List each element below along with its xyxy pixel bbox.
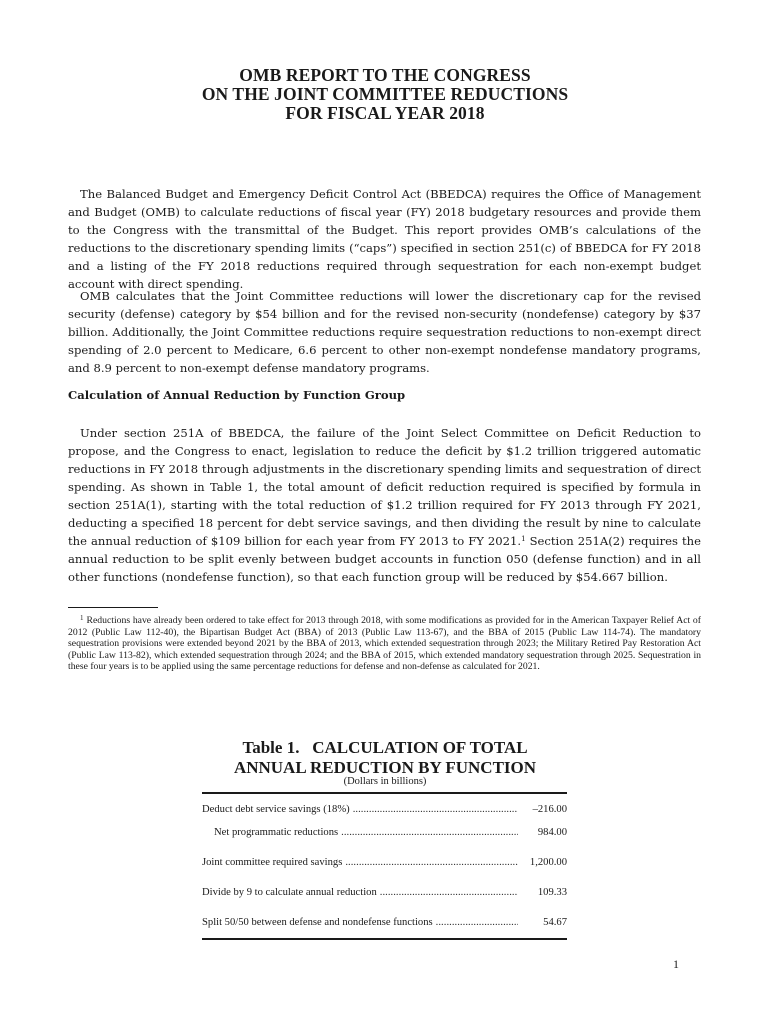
dot-leader [345,857,518,868]
table-row [202,857,567,872]
title-line-2: ON THE JOINT COMMITTEE REDUCTIONS [201,84,569,104]
row-label: Joint committee required savings [202,857,343,868]
row-label: Divide by 9 to calculate annual reduction [202,887,377,898]
calculation-text-b: Section 251A(2) requires the annual reduction to be split evenly between budget accounts in function 050 (defense function) and in all other functions (nondefense function), so that each function group will be reduced by $54.667 billion. [68,534,701,584]
section-heading: Calculation of Annual Reduction by Function Group [68,388,406,402]
row-value: 1,200.00 [529,857,567,868]
table-title-line-2: ANNUAL REDUCTION BY FUNCTION [233,757,537,777]
reduction-table [202,792,567,940]
calculation-paragraph [68,424,701,586]
dot-leader [341,827,518,838]
table-subtitle: (Dollars in billions) [343,776,427,787]
table-row [202,827,567,842]
dot-leader [436,917,518,928]
row-value: 109.33 [537,887,567,898]
intro-paragraph: The Balanced Budget and Emergency Deficit Control Act (BBEDCA) requires the Office of Management and Budget (OMB) to calculate reductions of fiscal year (FY) 2018 budgetary resources and provide them to the Congress with the transmittal of the Budget. This report provides OMB’s calculations of the reductions to the discretionary spending limits (“caps”) specified in section 251(c) of BBEDCA for FY 2018 and a listing of the FY 2018 reductions required through sequestration for each non-exempt budget account with direct spending. [68,187,701,291]
table-row [202,917,567,932]
footnote-divider [68,607,158,608]
table-row [202,887,567,902]
report-title [0,66,770,123]
row-value: 984.00 [537,827,567,838]
dot-leader [353,804,518,815]
table-title [0,738,770,777]
row-label: Net programmatic reductions [214,827,339,838]
row-label: Split 50/50 between defense and nondefense functions [202,917,433,928]
row-value: –216.00 [532,804,567,815]
table-bottom-rule [202,938,567,940]
table-title-line-1: Table 1. CALCULATION OF TOTAL [242,738,528,757]
footnote-mark: 1 [80,614,84,622]
footnote-reference: 1 [521,535,526,543]
calculation-text-a: Under section 251A of BBEDCA, the failure of the Joint Select Committee on Deficit Reduction to propose, and the Congress to enact, legislation to reduce the deficit by $1.2 trillion triggered automatic reductions in FY 2018 through adjustments in the discretionary spending limits and sequestration of direct spending. As shown in Table 1, the total amount of deficit reduction required is specified by formula in section 251A(1), starting with the total reduction of $1.2 trillion required for FY 2013 through FY 2021, deducting a specified 18 percent for debt service savings, and then dividing the result by nine to calculate the annual reduction of $109 billion for each year from FY 2013 to FY 2021. [68,426,701,548]
row-value: 54.67 [543,917,567,928]
footnote-text: Reductions have already been ordered to take effect for 2013 through 2018, with some modifications as provided for in the American Taxpayer Relief Act of 2012 (Public Law 112-40), the Bipartisan Budget Act (BBA) of 2013 (Public Law 113-67), and the BBA of 2015 (Public Law 114-74). The mandatory sequestration provisions were extended beyond 2021 by the BBA of 2013, which extended sequestration through 2023; the Military Retired Pay Restoration Act (Public Law 113-82), which extended sequestration through 2024; and the BBA of 2015, which extended mandatory sequestration through 2025. Sequestration in these four years is to be applied using the same percentage reductions for defense and non-defense as calculated for 2021. [68,615,701,673]
table-row [202,804,567,819]
row-label: Deduct debt service savings (18%) [202,804,350,815]
title-line-1: OMB REPORT TO THE CONGRESS [239,65,531,85]
title-line-3: FOR FISCAL YEAR 2018 [285,103,485,123]
dot-leader [380,887,518,898]
footnote [68,613,701,673]
page-number: 1 [673,957,679,971]
reductions-paragraph: OMB calculates that the Joint Committee reductions will lower the discretionary cap for the revised security (defense) category by $54 billion and for the revised non-security (nondefense) category by $37 billion. Additionally, the Joint Committee reductions require sequestration reductions to non-exempt direct spending of 2.0 percent to Medicare, 6.6 percent to other non-exempt nondefense mandatory programs, and 8.9 percent to non-exempt defense mandatory programs. [68,289,701,375]
